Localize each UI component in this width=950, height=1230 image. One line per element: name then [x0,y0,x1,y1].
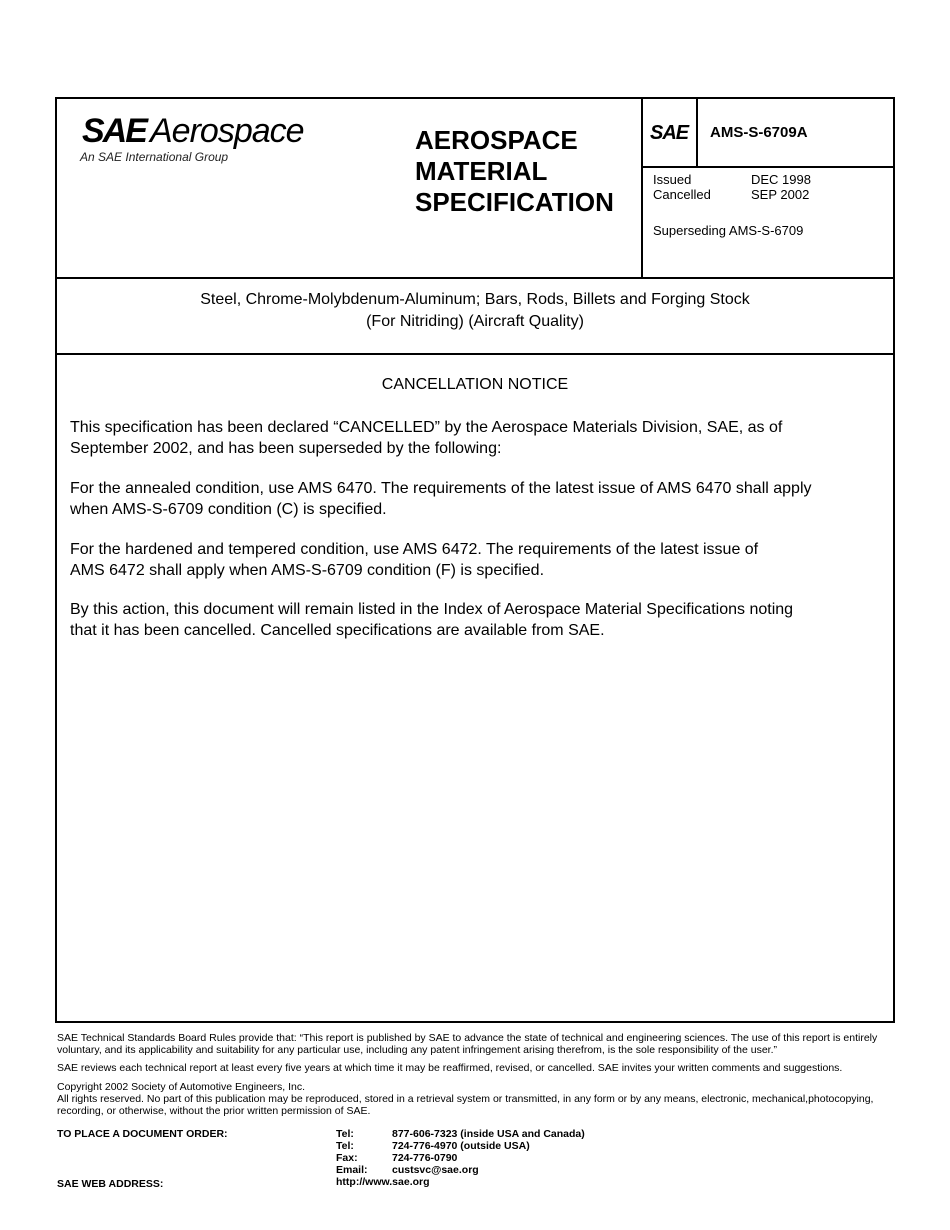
paragraph [70,599,870,641]
cancelled-date: SEP 2002 [751,187,810,202]
title-line: MATERIAL [415,156,548,186]
paragraph [70,539,870,581]
title-line: SPECIFICATION [415,187,614,217]
contact-label: Tel: [336,1140,354,1152]
line: that it has been cancelled. Cancelled specifications are available from SAE. [70,622,605,639]
contact-value: 724-776-4970 (outside USA) [392,1140,530,1152]
subject-line: Steel, Chrome-Molybdenum-Aluminum; Bars, Rods, Billets and Forging Stock [200,291,750,308]
sae-small-logo: SAE [650,122,689,144]
subject-line: (For Nitriding) (Aircraft Quality) [366,313,584,330]
divider [696,97,698,167]
line: voluntary, and its applicability and suitability for any particular use, including any patent infringement arising therefrom, is the sole responsibility of the user.” [57,1044,778,1056]
page-title [415,125,614,218]
document-number: AMS-S-6709A [710,124,808,141]
contact-row [336,1152,585,1164]
divider [641,166,895,168]
subject [57,289,893,333]
paragraph [70,417,870,459]
divider [641,97,643,278]
order-label: TO PLACE A DOCUMENT ORDER: [57,1128,228,1140]
web-link[interactable]: http://www.sae.org [336,1176,430,1188]
line: SAE Technical Standards Board Rules provide that: “This report is published by SAE to advance the state of technical and engineering sciences. The use of this report is entirely [57,1032,878,1044]
divider [55,353,895,355]
notice-heading: CANCELLATION NOTICE [381,376,569,393]
title-line: AEROSPACE [415,125,578,155]
contact-label: Tel: [336,1128,354,1140]
contact-label: Fax: [336,1152,358,1164]
contact-row [336,1140,585,1152]
contact-value: 877-606-7323 (inside USA and Canada) [392,1128,585,1140]
contact-list [336,1128,585,1188]
line: All rights reserved. No part of this publication may be reproduced, stored in a retrieval system or transmitted, in any form or by any means, electronic, mechanical,photocopying, [57,1093,874,1105]
web-label: SAE WEB ADDRESS: [57,1178,164,1190]
line: AMS 6472 shall apply when AMS-S-6709 condition (F) is specified. [70,562,545,579]
line: when AMS-S-6709 condition (C) is specified. [70,501,387,518]
copyright-text [57,1081,897,1117]
rules-text [57,1032,897,1056]
logo-wordmark: Aerospace [150,112,304,150]
contact-value: 724-776-0790 [392,1152,458,1164]
line: recording, or otherwise, without the prior written permission of SAE. [57,1105,371,1117]
contact-row [336,1128,585,1140]
issued-date: DEC 1998 [751,172,811,187]
line: By this action, this document will remain listed in the Index of Aerospace Material Specifications noting [70,601,794,618]
paragraph [70,478,870,520]
line: This specification has been declared “CANCELLED” by the Aerospace Materials Division, SAE, as of [70,419,783,436]
contact-row [336,1164,585,1176]
line: For the annealed condition, use AMS 6470. The requirements of the latest issue of AMS 6470 shall apply [70,480,812,497]
contact-label: Email: [336,1164,368,1176]
line: September 2002, and has been superseded by the following: [70,440,502,457]
issued-label: Issued [653,172,692,187]
divider [55,277,895,279]
email-link[interactable]: custsvc@sae.org [392,1164,479,1176]
superseding: Superseding AMS-S-6709 [653,223,804,238]
line: Copyright 2002 Society of Automotive Engineers, Inc. [57,1081,306,1093]
review-text: SAE reviews each technical report at least every five years at which time it may be reaffirmed, revised, or cancelled. SAE invites your written comments and suggestions. [57,1062,843,1074]
line: For the hardened and tempered condition, use AMS 6472. The requirements of the latest issue of [70,541,759,558]
logo-subtitle: An SAE International Group [80,150,229,164]
cancelled-label: Cancelled [653,187,711,202]
sae-logo: SAE [82,112,146,150]
